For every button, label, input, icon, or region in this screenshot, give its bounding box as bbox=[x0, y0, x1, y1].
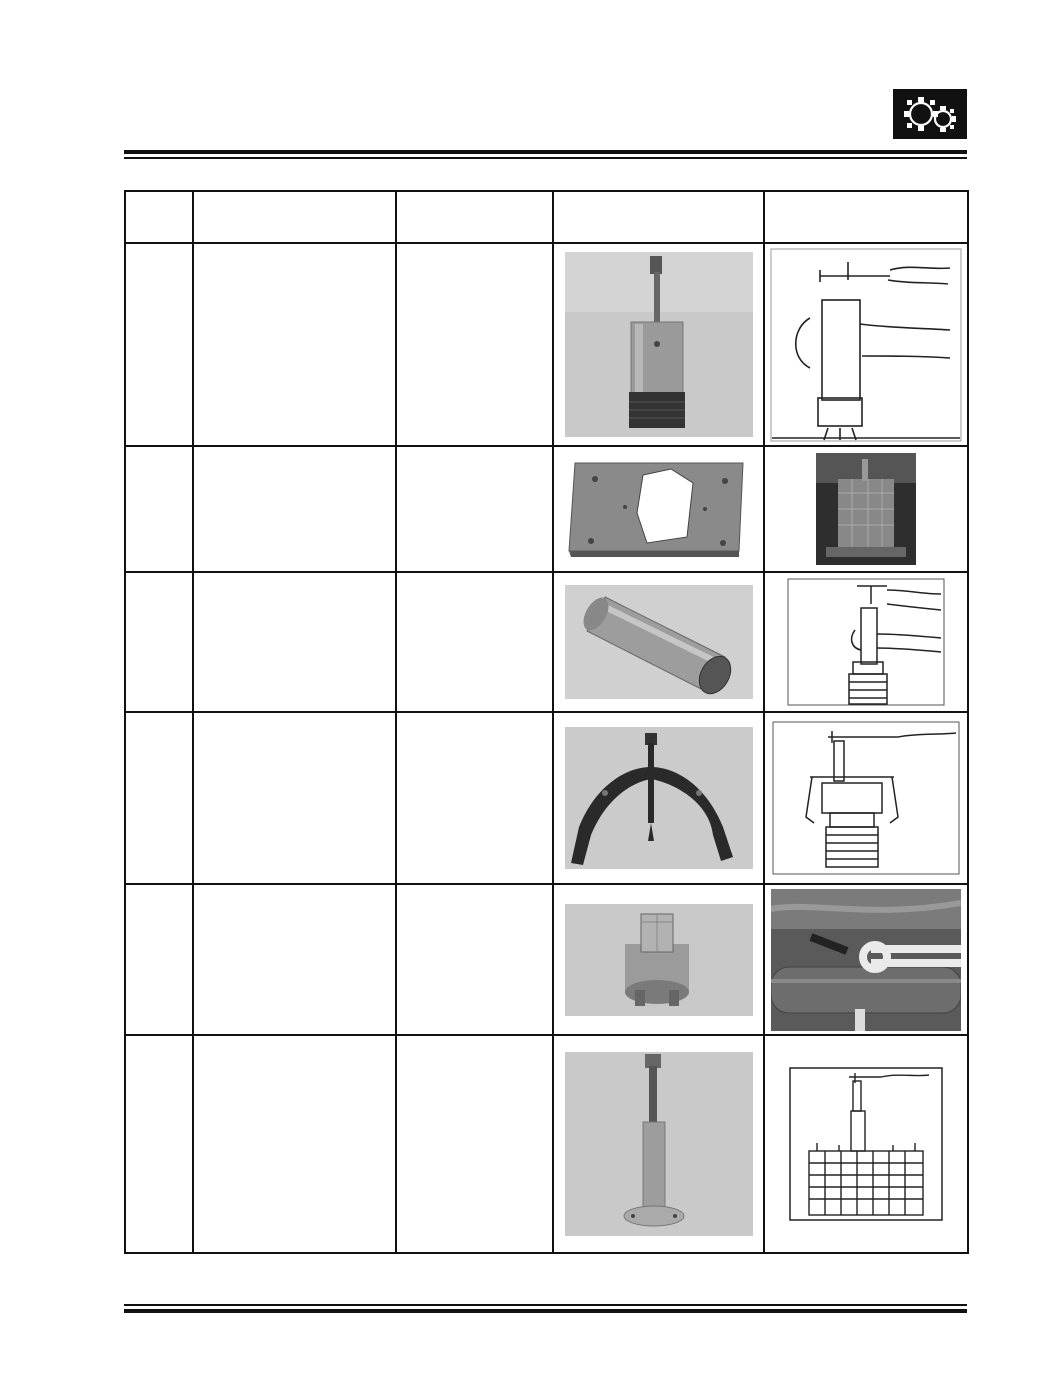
header-cell-tool bbox=[553, 191, 764, 243]
row-number bbox=[125, 884, 193, 1035]
header-rule-thin bbox=[124, 157, 967, 159]
table-row bbox=[125, 884, 968, 1035]
row-number bbox=[125, 446, 193, 572]
two-jaw-puller-photo bbox=[565, 727, 753, 869]
table-row bbox=[125, 446, 968, 572]
gearbox-on-plate-photo bbox=[816, 453, 916, 565]
tool-name bbox=[193, 446, 396, 572]
support-plate-photo bbox=[565, 457, 753, 561]
gears-logo bbox=[893, 89, 967, 139]
tool-name bbox=[193, 572, 396, 712]
header-cell-name bbox=[193, 191, 396, 243]
hammer-drift-sketch bbox=[787, 578, 945, 706]
header-cell-part bbox=[396, 191, 553, 243]
footer-rule-thick bbox=[124, 1309, 967, 1313]
header-cell-usage bbox=[764, 191, 968, 243]
tool-name bbox=[193, 884, 396, 1035]
part-number bbox=[396, 572, 553, 712]
gears-icon bbox=[895, 91, 965, 137]
row-number bbox=[125, 572, 193, 712]
header-rule-thick bbox=[124, 150, 967, 154]
housing-puller-sketch bbox=[789, 1067, 943, 1221]
header-cell-no bbox=[125, 191, 193, 243]
table-row bbox=[125, 1035, 968, 1253]
part-number bbox=[396, 884, 553, 1035]
row-number bbox=[125, 712, 193, 884]
part-number bbox=[396, 446, 553, 572]
footer-rule-thin bbox=[124, 1304, 967, 1306]
table-row bbox=[125, 712, 968, 884]
part-number bbox=[396, 1035, 553, 1253]
table-row bbox=[125, 572, 968, 712]
table-row bbox=[125, 243, 968, 446]
hand-puller-sketch bbox=[770, 248, 962, 442]
socket-on-vehicle-photo bbox=[771, 889, 961, 1031]
drift-sleeve-photo bbox=[565, 585, 753, 699]
socket-wrench-photo bbox=[565, 904, 753, 1016]
part-number bbox=[396, 243, 553, 446]
tool-name bbox=[193, 712, 396, 884]
jaw-puller-sketch bbox=[772, 721, 960, 875]
bearing-puller-tool-photo bbox=[565, 252, 753, 437]
part-number bbox=[396, 712, 553, 884]
row-number bbox=[125, 243, 193, 446]
tool-name bbox=[193, 243, 396, 446]
row-number bbox=[125, 1035, 193, 1253]
table-header-row bbox=[125, 191, 968, 243]
tool-name bbox=[193, 1035, 396, 1253]
special-tools-table bbox=[124, 190, 969, 1254]
flanged-puller-photo bbox=[565, 1052, 753, 1236]
